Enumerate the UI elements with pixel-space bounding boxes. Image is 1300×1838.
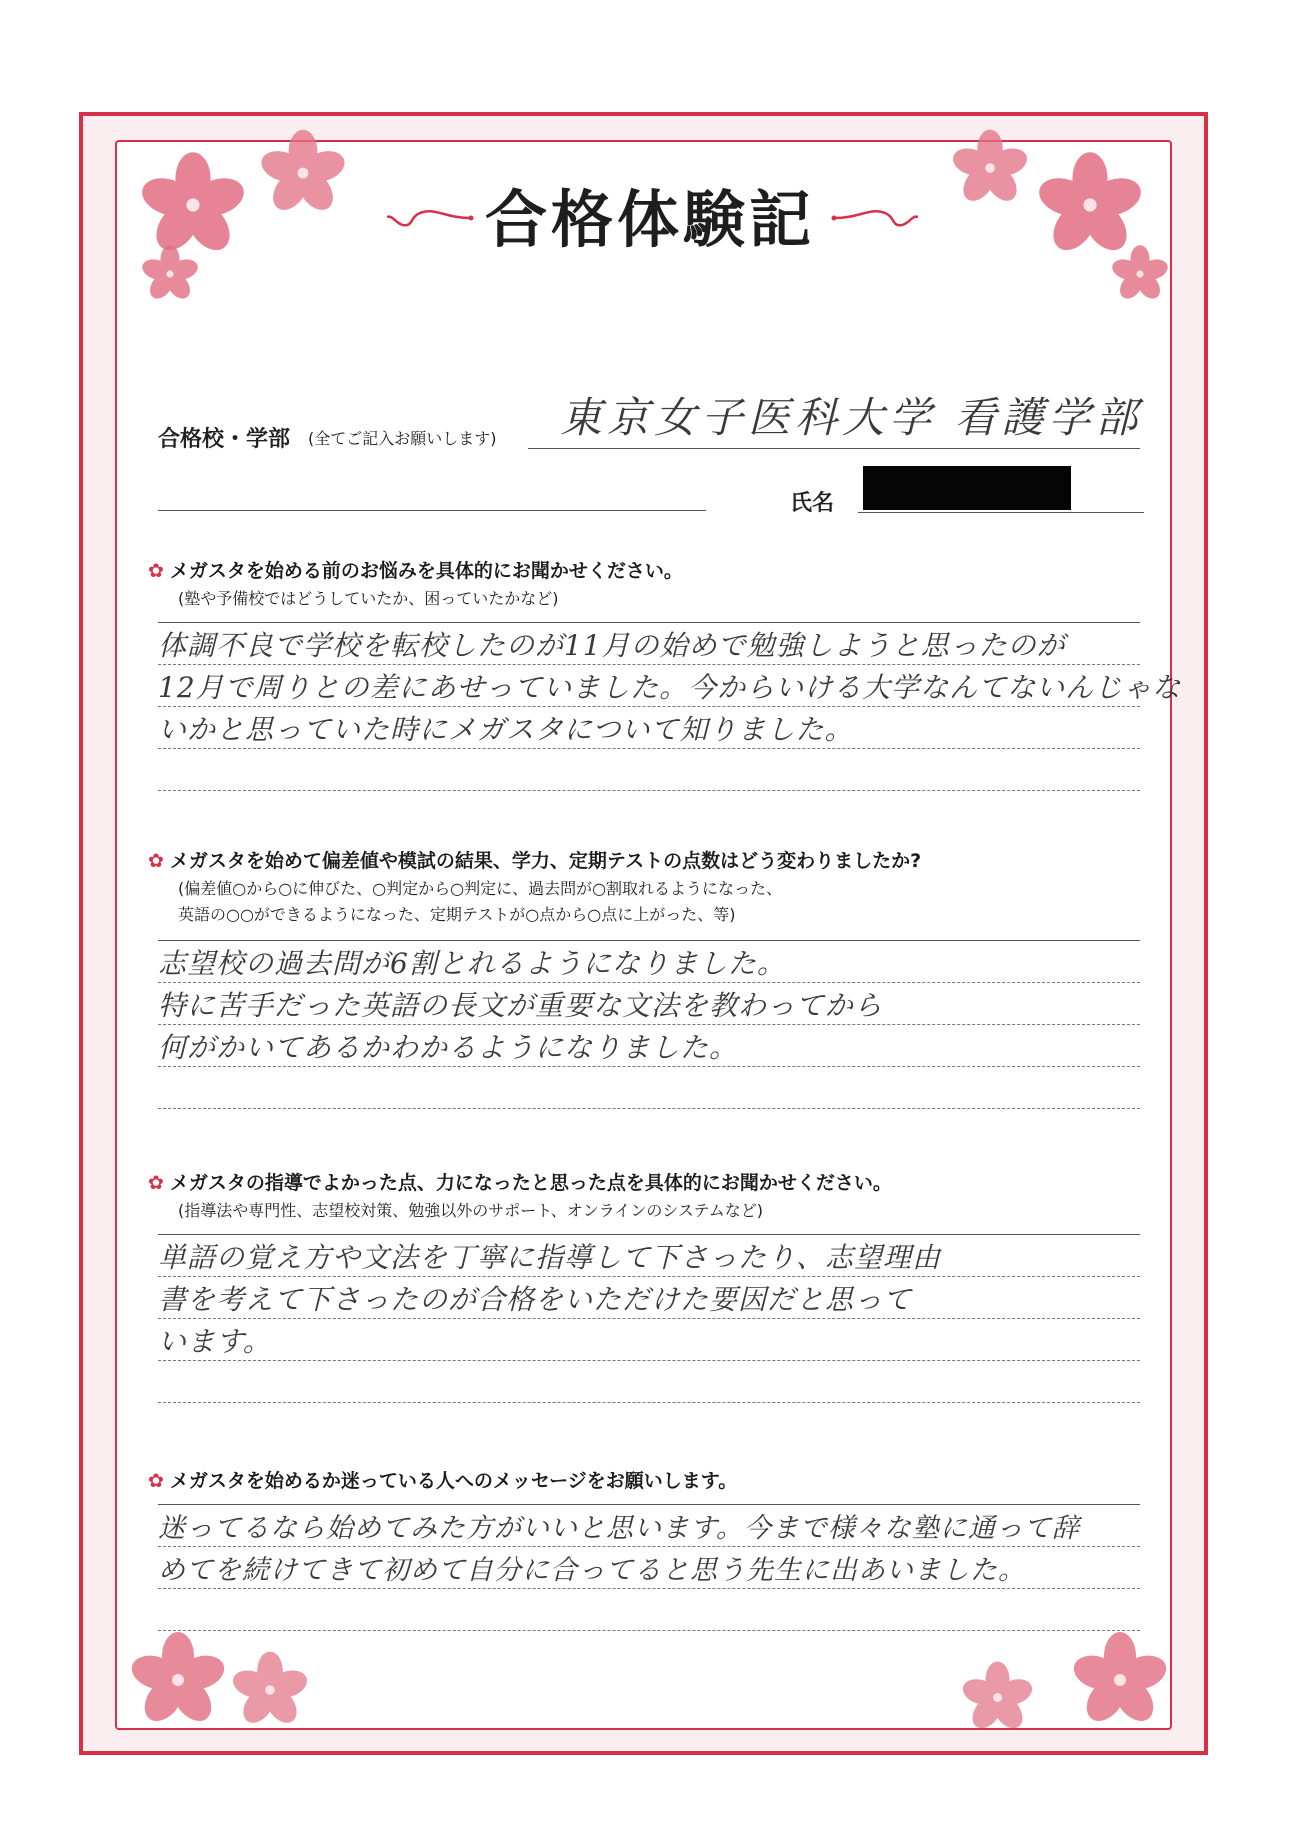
sakura-bullet-icon: ✿: [148, 850, 164, 872]
answer-line: [158, 1588, 1140, 1589]
answer-1-line-3: いかと思っていた時にメガスタについて知りました。: [158, 713, 854, 746]
name-redaction: [863, 466, 1071, 510]
answer-3-line-1: 単語の覚え方や文法を丁寧に指導して下さったり、志望理由: [158, 1241, 942, 1274]
sakura-bullet-icon: ✿: [148, 1470, 164, 1492]
question-4: ✿ メガスタを始めるか迷っている人へのメッセージをお願いします。: [148, 1470, 738, 1492]
answer-line: [158, 1360, 1140, 1361]
school-note: (全てご記入お願いします): [308, 429, 497, 448]
answer-2-line-2: 特に苦手だった英語の長文が重要な文法を教わってから: [158, 989, 883, 1022]
answer-line: [158, 1630, 1140, 1631]
question-2-note-2: 英語の○○ができるようになった、定期テストが○点から○点に上がった、等): [178, 905, 736, 924]
cherry-blossom-icon: [960, 1660, 1035, 1735]
answer-2-line-1: 志望校の過去問が6割とれるようになりました。: [158, 947, 786, 980]
answer-line: [158, 664, 1140, 665]
answer-2-line-3: 何がかいてあるかわかるようになりました。: [158, 1031, 739, 1064]
answer-line: [158, 1234, 1140, 1235]
cherry-blossom-icon: [128, 1630, 228, 1730]
answer-1-line-2: 12月で周りとの差にあせっていました。今からいける大学なんてないんじゃな: [158, 671, 1182, 704]
school-underline: [528, 448, 1140, 449]
school-label: 合格校・学部: [158, 427, 291, 452]
answer-line: [158, 1276, 1140, 1277]
page-title: 合格体験記: [484, 183, 815, 256]
question-1: ✿ メガスタを始める前のお悩みを具体的にお聞かせください。: [148, 560, 683, 582]
question-2: ✿ メガスタを始めて偏差値や模試の結果、学力、定期テストの点数はどう変わりましたか?: [148, 850, 922, 872]
question-3-note: (指導法や専門性、志望校対策、勉強以外のサポート、オンラインのシステムなど): [178, 1201, 763, 1220]
answer-line: [158, 706, 1140, 707]
question-2-note-1: (偏差値○から○に伸びた、○判定から○判定に、過去問が○割取れるようになった、: [178, 879, 783, 898]
answer-4-line-1: 迷ってるなら始めてみた方がいいと思います。今まで様々な塾に通って辞: [158, 1513, 1080, 1544]
answer-line: [158, 1402, 1140, 1403]
answer-line: [158, 622, 1140, 623]
name-label: 氏名: [790, 491, 835, 516]
answer-3-line-2: 書を考えて下さったのが合格をいただけた要因だと思って: [158, 1283, 913, 1316]
answer-line: [158, 1546, 1140, 1547]
answer-line: [158, 1504, 1140, 1505]
right-flourish-icon: [830, 205, 920, 231]
question-3: ✿ メガスタの指導でよかった点、力になったと思った点を具体的にお聞かせください。: [148, 1172, 892, 1194]
blank-line: [158, 510, 706, 511]
name-underline: [858, 512, 1144, 513]
answer-1-line-1: 体調不良で学校を転校したのが11月の始めで勉強しようと思ったのが: [158, 629, 1066, 662]
sakura-bullet-icon: ✿: [148, 560, 164, 582]
answer-line: [158, 1066, 1140, 1067]
answer-line: [158, 790, 1140, 791]
cherry-blossom-icon: [230, 1650, 310, 1730]
sakura-bullet-icon: ✿: [148, 1172, 164, 1194]
answer-line: [158, 1108, 1140, 1109]
answer-3-line-3: います。: [158, 1325, 272, 1358]
answer-line: [158, 1318, 1140, 1319]
question-1-note: (塾や予備校ではどうしていたか、困っていたかなど): [178, 589, 559, 608]
school-value: 東京女子医科大学 看護学部: [560, 393, 1143, 442]
cherry-blossom-icon: [1070, 1630, 1170, 1730]
answer-line: [158, 982, 1140, 983]
answer-line: [158, 1024, 1140, 1025]
answer-4-line-2: めてを続けてきて初めて自分に合ってると思う先生に出あいました。: [158, 1555, 1026, 1586]
answer-line: [158, 748, 1140, 749]
answer-line: [158, 940, 1140, 941]
